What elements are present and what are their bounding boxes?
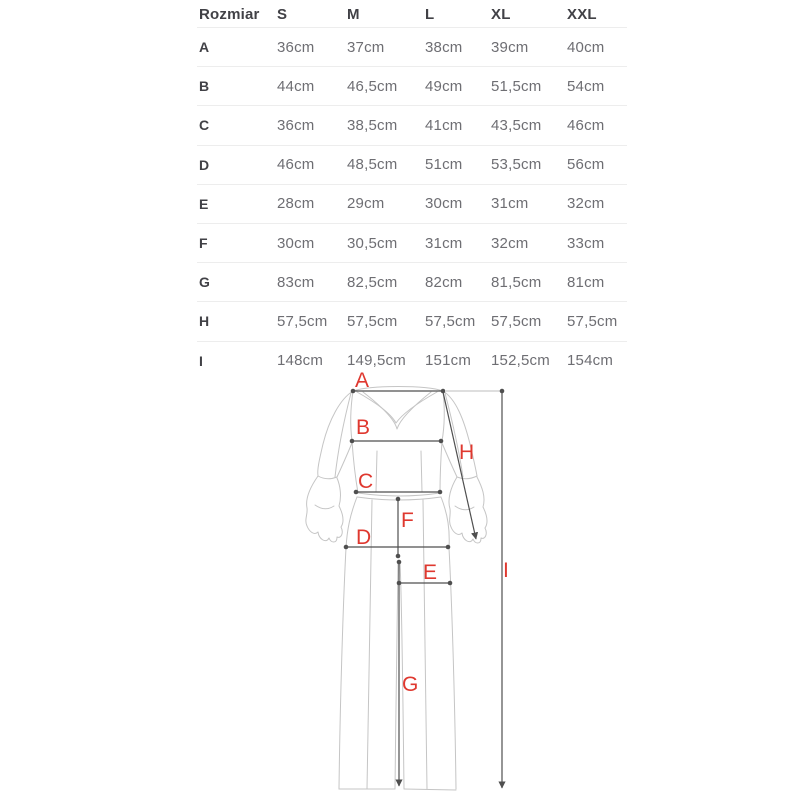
column-header-s: S bbox=[277, 5, 288, 23]
row-label-a: A bbox=[197, 27, 275, 66]
cell-e-s: 28cm bbox=[275, 184, 345, 223]
cell-c-xxl: 46cm bbox=[565, 105, 627, 144]
cell-g-l: 82cm bbox=[423, 262, 489, 301]
cell-f-s: 30cm bbox=[275, 223, 345, 262]
row-label-h: H bbox=[197, 301, 275, 340]
cell-d-m: 48,5cm bbox=[345, 145, 423, 184]
cell-b-xl: 51,5cm bbox=[489, 66, 565, 105]
pants-right-hem bbox=[404, 789, 456, 790]
row-label-i: I bbox=[197, 341, 275, 380]
cell-d-l: 51cm bbox=[423, 145, 489, 184]
column-header-xl: XL bbox=[491, 5, 511, 23]
dot bbox=[439, 439, 444, 444]
cell-f-m: 30,5cm bbox=[345, 223, 423, 262]
cell-h-xxl: 57,5cm bbox=[565, 301, 627, 340]
cell-a-m: 37cm bbox=[345, 27, 423, 66]
sleeve-right-ruffle-detail bbox=[455, 506, 474, 510]
cell-i-xxl: 154cm bbox=[565, 341, 627, 380]
cell-f-l: 31cm bbox=[423, 223, 489, 262]
cell-c-m: 38,5cm bbox=[345, 105, 423, 144]
measurement-label-i: I bbox=[503, 559, 509, 582]
cell-h-m: 57,5cm bbox=[345, 301, 423, 340]
row-label-b: B bbox=[197, 66, 275, 105]
row-label-d: D bbox=[197, 145, 275, 184]
cell-c-xl: 43,5cm bbox=[489, 105, 565, 144]
table-header-rozmiar: Rozmiar bbox=[199, 5, 260, 23]
cell-f-xxl: 33cm bbox=[565, 223, 627, 262]
cell-a-xl: 39cm bbox=[489, 27, 565, 66]
dot bbox=[446, 545, 451, 550]
cell-h-s: 57,5cm bbox=[275, 301, 345, 340]
waist-seam-top bbox=[358, 493, 440, 496]
measure-line-h bbox=[443, 392, 476, 539]
dot bbox=[397, 581, 402, 586]
pants-left-inseam bbox=[395, 562, 398, 789]
cell-d-xxl: 56cm bbox=[565, 145, 627, 184]
cell-i-m: 149,5cm bbox=[345, 341, 423, 380]
dot bbox=[438, 490, 443, 495]
princess-seam-right bbox=[421, 451, 422, 492]
vneck-inner bbox=[363, 392, 431, 429]
dot bbox=[396, 554, 401, 559]
sleeve-left-ruffle-detail bbox=[315, 505, 334, 509]
cell-f-xl: 32cm bbox=[489, 223, 565, 262]
cell-i-xl: 152,5cm bbox=[489, 341, 565, 380]
pants-left-outer bbox=[339, 497, 357, 789]
dot bbox=[344, 545, 349, 550]
measurement-label-g: G bbox=[402, 673, 419, 696]
sleeve-right-inner bbox=[442, 443, 457, 477]
sleeve-left-flounce-seam bbox=[318, 476, 337, 479]
dot bbox=[397, 560, 402, 565]
measurement-label-c: C bbox=[358, 470, 374, 493]
cell-g-m: 82,5cm bbox=[345, 262, 423, 301]
cell-g-xxl: 81cm bbox=[565, 262, 627, 301]
cell-c-s: 36cm bbox=[275, 105, 345, 144]
row-label-f: F bbox=[197, 223, 275, 262]
dot bbox=[350, 439, 355, 444]
cell-a-s: 36cm bbox=[275, 27, 345, 66]
dot bbox=[396, 497, 401, 502]
bodice-right-side bbox=[440, 441, 442, 493]
row-label-e: E bbox=[197, 184, 275, 223]
cell-e-m: 29cm bbox=[345, 184, 423, 223]
pants-right-outer bbox=[441, 497, 456, 789]
dot bbox=[448, 581, 453, 586]
sleeve-left-outer bbox=[318, 391, 353, 476]
row-label-c: C bbox=[197, 105, 275, 144]
bodice-left-armhole bbox=[351, 391, 353, 441]
cell-c-l: 41cm bbox=[423, 105, 489, 144]
sleeve-right-flounce-seam bbox=[457, 476, 477, 479]
cell-d-s: 46cm bbox=[275, 145, 345, 184]
cell-b-l: 49cm bbox=[423, 66, 489, 105]
row-label-g: G bbox=[197, 262, 275, 301]
measurement-label-e: E bbox=[423, 561, 438, 584]
cell-g-xl: 81,5cm bbox=[489, 262, 565, 301]
sleeve-right-mid bbox=[445, 393, 463, 477]
cell-a-xxl: 40cm bbox=[565, 27, 627, 66]
measurement-label-f: F bbox=[401, 509, 414, 532]
cell-b-s: 44cm bbox=[275, 66, 345, 105]
cell-h-l: 57,5cm bbox=[423, 301, 489, 340]
cell-a-l: 38cm bbox=[423, 27, 489, 66]
cell-i-s: 148cm bbox=[275, 341, 345, 380]
dot bbox=[441, 389, 446, 394]
cell-e-xxl: 32cm bbox=[565, 184, 627, 223]
measurement-labels bbox=[355, 369, 509, 696]
cell-g-s: 83cm bbox=[275, 262, 345, 301]
column-header-l: L bbox=[425, 5, 435, 23]
dot bbox=[500, 389, 505, 394]
princess-seam-left bbox=[376, 451, 377, 492]
cell-e-l: 30cm bbox=[423, 184, 489, 223]
column-header-m: M bbox=[347, 5, 360, 23]
cell-h-xl: 57,5cm bbox=[489, 301, 565, 340]
cell-i-l: 151cm bbox=[423, 341, 489, 380]
measurement-label-d: D bbox=[356, 526, 372, 549]
cell-b-m: 46,5cm bbox=[345, 66, 423, 105]
measurement-label-b: B bbox=[356, 416, 371, 439]
cell-b-xxl: 54cm bbox=[565, 66, 627, 105]
column-header-xxl: XXL bbox=[567, 5, 597, 23]
cell-e-xl: 31cm bbox=[489, 184, 565, 223]
measurement-label-a: A bbox=[355, 369, 370, 392]
cell-d-xl: 53,5cm bbox=[489, 145, 565, 184]
pants-right-crease bbox=[423, 500, 427, 789]
measurement-label-h: H bbox=[459, 441, 475, 464]
